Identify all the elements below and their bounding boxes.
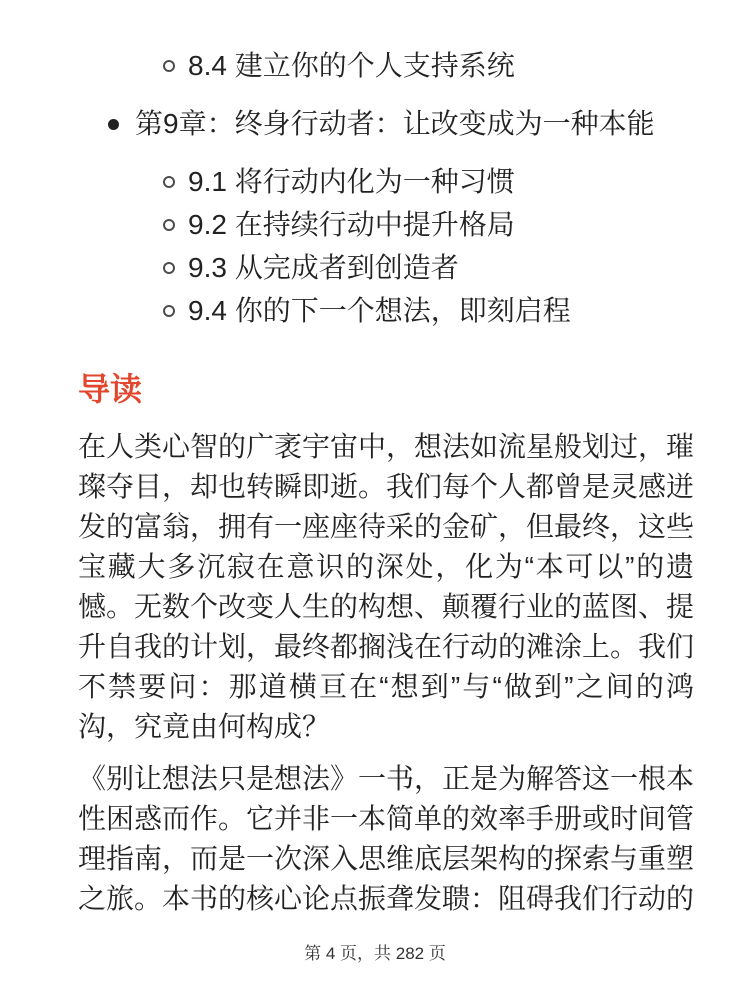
circle-bullet-icon xyxy=(163,262,175,274)
toc-item xyxy=(78,104,694,144)
toc-item-label: 9.3 从完成者到创造者 xyxy=(188,252,459,283)
circle-bullet-icon xyxy=(163,176,175,188)
circle-bullet-icon xyxy=(163,305,175,317)
toc-item xyxy=(78,46,694,86)
circle-bullet-icon xyxy=(163,219,175,231)
toc-item-label: 8.4 建立你的个人支持系统 xyxy=(188,50,515,81)
toc-item xyxy=(78,291,694,331)
paragraph: 在人类心智的广袤宇宙中，想法如流星般划过，璀璨夺目，却也转瞬即逝。我们每个人都曾是灵感迸发的富翁，拥有一座座待采的金矿，但最终，这些宝藏大多沉寂在意识的深处，化为“本可以”的遗憾。无数个改变人生的构想、颠覆行业的蓝图、提升自我的计划，最终都搁浅在行动的滩涂上。我们不禁要问：那道横亘在“想到”与“做到”之间的鸿沟，究竟由何构成？ xyxy=(78,431,695,742)
circle-bullet-icon xyxy=(163,60,175,72)
toc-item-label: 第9章：终身行动者：让改变成为一种本能 xyxy=(135,108,655,139)
toc-item-label: 9.2 在持续行动中提升格局 xyxy=(188,209,515,240)
paragraph: 《别让想法只是想法》一书，正是为解答这一根本性困惑而作。它并非一本简单的效率手册或时间管理指南，而是一次深入思维底层架构的探索与重塑之旅。本书的核心论点振聋发聩：阻碍我们行动的 xyxy=(78,763,695,914)
toc-item xyxy=(78,205,694,245)
toc-item xyxy=(78,162,694,202)
disc-bullet-icon xyxy=(108,119,119,130)
toc-item-label: 9.4 你的下一个想法，即刻启程 xyxy=(188,295,571,326)
toc-item-label: 9.1 将行动内化为一种习惯 xyxy=(188,166,515,197)
table-of-contents xyxy=(78,46,694,331)
section-heading: 导读 xyxy=(78,371,143,407)
toc-item xyxy=(78,248,694,288)
page-number-indicator: 第 4 页，共 282 页 xyxy=(304,944,446,963)
